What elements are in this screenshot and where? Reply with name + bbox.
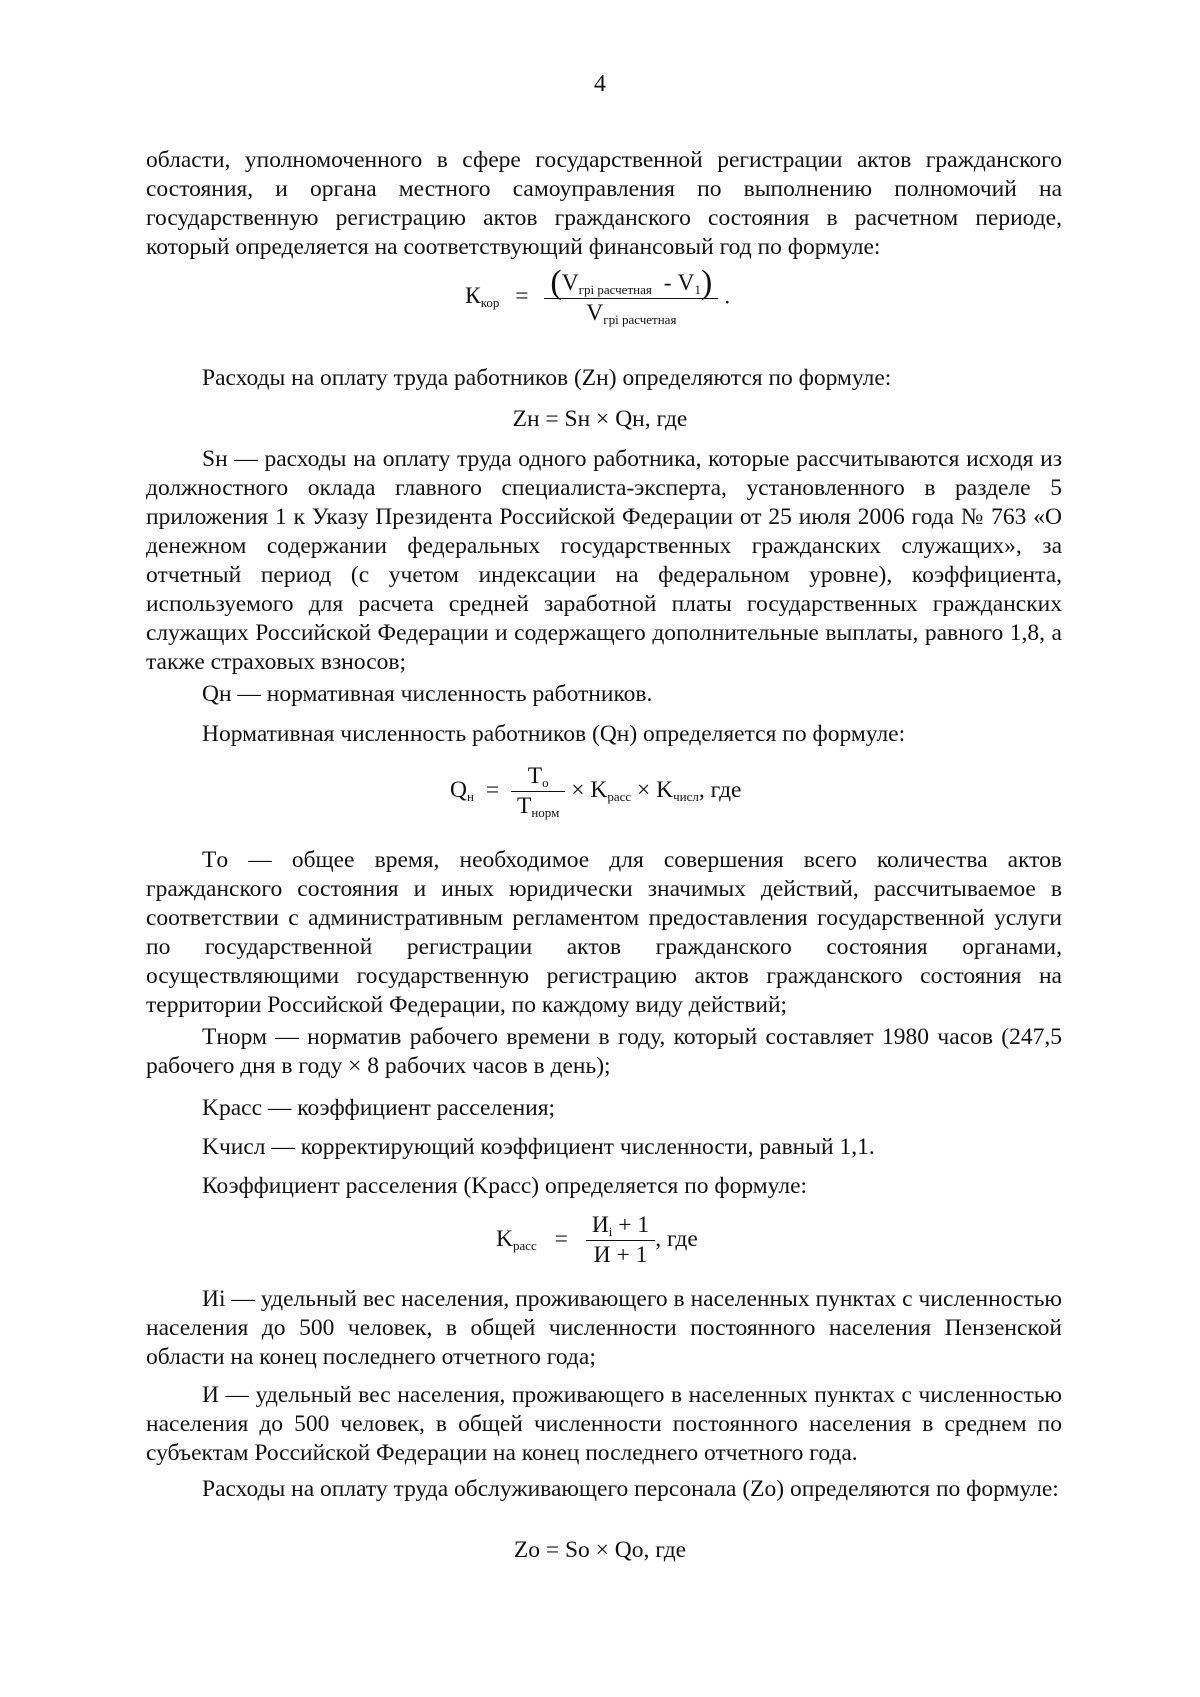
paragraph-kchisl: Kчисл — корректирующий коэффициент численности, равный 1,1. bbox=[202, 1134, 875, 1160]
formula-zo: Zо = Sо × Qо, где bbox=[513, 1537, 687, 1563]
paragraph-to: Tо — общее время, необходимое для совершения всего количества актов гражданского состояния и иных юридически значимых действий, рассчитываемое в соответствии с административным регламентом предоставления государственной услуги по государственной регистрации актов гражданского состояния органами, осуществляющими государственную регистрацию актов гражданского состояния на территории Российской Федерации, по каждому виду действий; bbox=[146, 847, 1062, 1018]
formula-k-kor bbox=[465, 264, 731, 328]
fraction-denominator: И + 1 bbox=[586, 1240, 655, 1270]
paragraph-krass: Kрасс — коэффициент расселения; bbox=[202, 1095, 556, 1121]
fraction bbox=[511, 762, 565, 821]
page-number: 4 bbox=[594, 71, 606, 97]
equals-sign: = bbox=[485, 776, 500, 803]
formula-zn: Zн = Sн × Qн, где bbox=[512, 406, 688, 432]
paragraph-zn-label: Расходы на оплату труда работников (Zн) определяются по формуле: bbox=[202, 365, 892, 391]
fraction-numerator: $И_i + 1$ bbox=[591, 1212, 650, 1239]
fraction bbox=[544, 264, 718, 328]
formula-lhs: $Q_н$ bbox=[450, 776, 474, 804]
paragraph-intro: области, уполномоченного в сфере государственной регистрации актов гражданского состояния, и органа местного самоуправления по выполнению полномочий на государственную регистрацию актов гражданского состояния в расчетном периоде, который определяется на соответствующий финансовый год по формуле: bbox=[146, 147, 1062, 260]
paragraph-ii: Иi — удельный вес населения, проживающего в населенных пунктах с численностью населения до 500 человек, в общей численности постоянного населения Пензенской области на конец последнего отчетного года; bbox=[146, 1286, 1062, 1370]
k-rass-term: × $K_{расс}$ bbox=[571, 776, 632, 804]
fraction-denominator: $T_{норм}$ bbox=[511, 791, 565, 821]
formula-tail: , где bbox=[698, 776, 742, 803]
fraction bbox=[586, 1211, 655, 1270]
equals-sign: = bbox=[554, 1225, 568, 1252]
formula-lhs: $K_{расс}$ bbox=[496, 1225, 537, 1253]
fraction-denominator: $V_{грi расчетная}$ bbox=[544, 298, 718, 328]
formula-tail: , где bbox=[655, 1225, 698, 1252]
paragraph-i: И — удельный вес населения, проживающего в населенных пунктах с численностью населения до 500 человек, в общей численности постоянного населения в среднем по субъектам Российской Федерации на конец последнего отчетного года. bbox=[146, 1382, 1062, 1466]
paragraph-zo-label: Расходы на оплату труда обслуживающего персонала (Zо) определяются по формуле: bbox=[202, 1476, 1059, 1502]
formula-lhs: $К_{кор}$ bbox=[465, 283, 500, 311]
equals-sign: = bbox=[515, 283, 529, 310]
paragraph-qn: Qн — нормативная численность работников. bbox=[202, 681, 653, 707]
paragraph-krass-label: Коэффициент расселения (Kрасс) определяется по формуле: bbox=[202, 1173, 808, 1199]
formula-qn bbox=[450, 762, 741, 821]
fraction-numerator: $T_о$ bbox=[527, 763, 549, 790]
fraction-numerator: $(V_{грi расчетная} - V_1)$ bbox=[550, 264, 713, 301]
paragraph-tnorm: Tнорм — норматив рабочего времени в году, который составляет 1980 часов (247,5 рабочего дня в году × 8 рабочих часов в день); bbox=[146, 1024, 1062, 1079]
paragraph-sn: Sн — расходы на оплату труда одного работника, которые рассчитываются исходя из должностного оклада главного специалиста-эксперта, установленного в разделе 5 приложения 1 к Указу Президента Российской Федерации от 25 июля 2006 года № 763 «О денежном содержании федеральных государственных гражданских служащих», за отчетный период (с учетом индексации на федеральном уровне), коэффициента, используемого для расчета средней заработной платы государственных гражданских служащих Российской Федерации и содержащего дополнительные выплаты, равного 1,8, а также страховых взносов; bbox=[146, 446, 1062, 675]
k-chisl-term: × $K_{числ}$ bbox=[637, 776, 699, 804]
formula-k-rass bbox=[496, 1211, 698, 1270]
paragraph-qn-label: Нормативная численность работников (Qн) определяется по формуле: bbox=[202, 721, 906, 747]
formula-tail: . bbox=[724, 283, 731, 310]
